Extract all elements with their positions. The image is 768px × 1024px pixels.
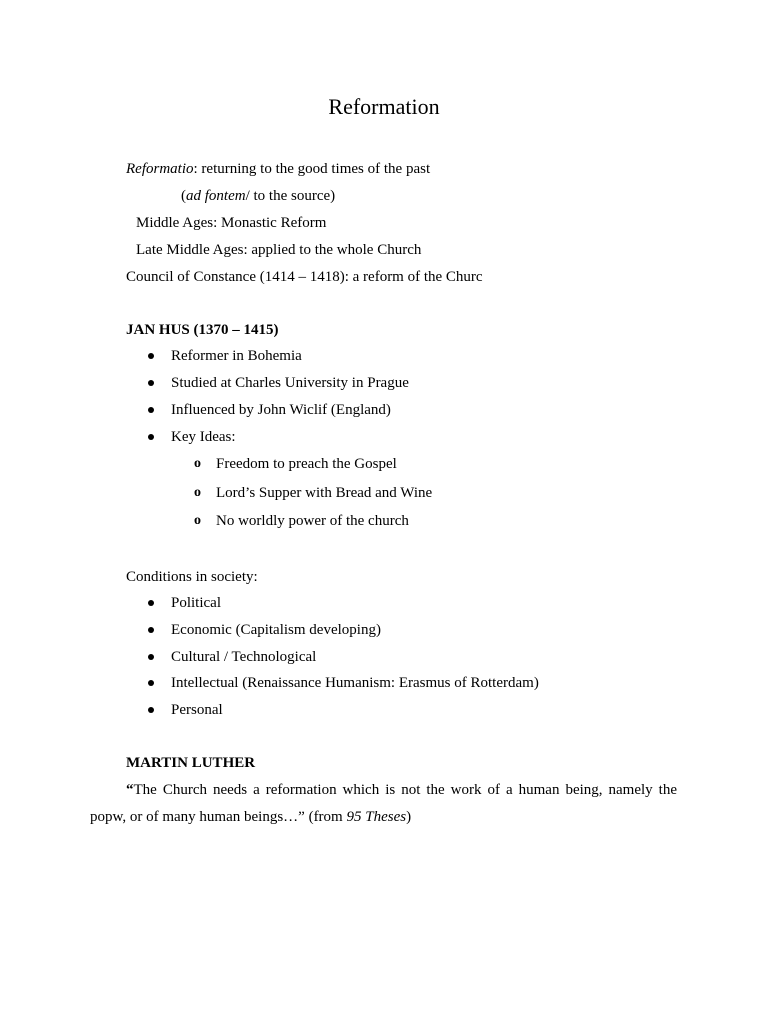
quote-source: 95 Theses	[346, 809, 407, 825]
paren-close: )	[406, 809, 412, 825]
ad-fontem-term: ad fontem	[186, 188, 246, 204]
list-item: Cultural / Technological	[171, 649, 317, 665]
list-item: Personal	[171, 702, 223, 718]
luther-quote-line-1	[90, 780, 677, 800]
page-title: Reformation	[328, 94, 440, 119]
list-item: Influenced by John Wiclif (England)	[171, 402, 391, 418]
bullet-icon	[148, 627, 154, 633]
late-middle-ages-line: Late Middle Ages: applied to the whole Church	[136, 242, 422, 258]
list-item: Intellectual (Renaissance Humanism: Erasmus of Rotterdam)	[171, 675, 539, 691]
sub-bullet-icon: o	[194, 513, 201, 528]
bullet-icon	[148, 434, 154, 440]
bullet-icon	[148, 380, 154, 386]
jan-hus-heading: JAN HUS (1370 – 1415)	[126, 322, 279, 338]
bullet-icon	[148, 407, 154, 413]
middle-ages-line: Middle Ages: Monastic Reform	[136, 215, 327, 231]
quote-text: The Church needs a reformation which is not the work of a human being, namely the	[133, 782, 677, 798]
sub-list-item: No worldly power of the church	[216, 513, 409, 529]
reformatio-term: Reformatio	[126, 161, 194, 177]
luther-quote-line-2	[90, 807, 411, 827]
reformatio-text: : returning to the good times of the past	[193, 161, 431, 177]
list-item: Economic (Capitalism developing)	[171, 622, 381, 638]
bullet-icon	[148, 680, 154, 686]
bullet-icon	[148, 353, 154, 359]
ad-fontem-line	[181, 186, 335, 206]
sub-list-item: Freedom to preach the Gospel	[216, 456, 397, 472]
sub-bullet-icon: o	[194, 456, 201, 471]
conditions-heading: Conditions in society:	[126, 569, 258, 585]
martin-luther-heading: MARTIN LUTHER	[126, 755, 256, 771]
paren-open: (	[181, 188, 186, 204]
bullet-icon	[148, 707, 154, 713]
list-item: Reformer in Bohemia	[171, 348, 302, 364]
list-item: Key Ideas:	[171, 429, 236, 445]
sub-list-item: Lord’s Supper with Bread and Wine	[216, 485, 433, 501]
bullet-icon	[148, 600, 154, 606]
quote-mark: “	[126, 782, 134, 798]
ad-fontem-text: / to the source)	[245, 188, 336, 204]
list-item: Political	[171, 595, 221, 611]
quote-text-continued: popw, or of many human beings…” (from	[90, 809, 347, 825]
reformatio-definition	[126, 159, 430, 179]
sub-bullet-icon: o	[194, 485, 201, 500]
list-item: Studied at Charles University in Prague	[171, 375, 409, 391]
bullet-icon	[148, 654, 154, 660]
council-line: Council of Constance (1414 – 1418): a reform of the Churc	[126, 269, 483, 285]
